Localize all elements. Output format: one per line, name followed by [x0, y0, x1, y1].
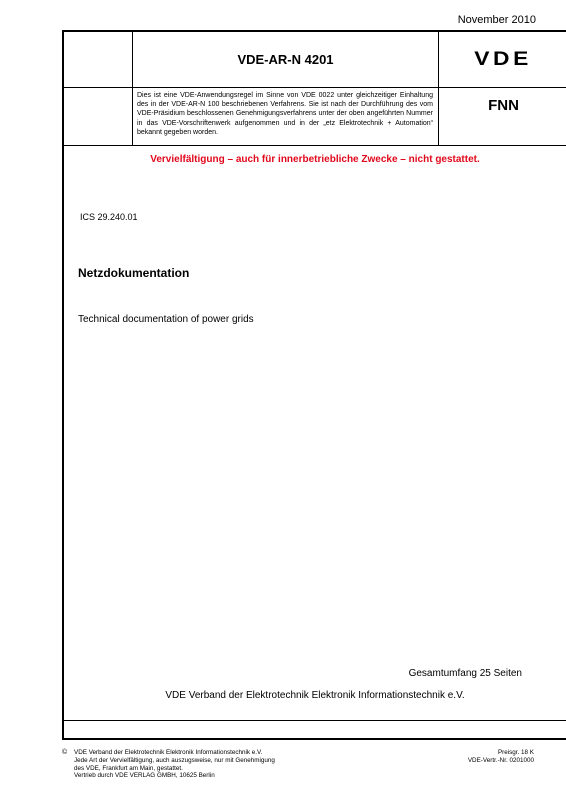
footer-line: Vertrieb durch VDE VERLAG GMBH, 10625 Berlin [74, 772, 215, 780]
footer-line: Jede Art der Vervielfältigung, auch auszugsweise, nur mit Genehmigung [74, 756, 275, 764]
frame-divider [64, 720, 566, 721]
page-count: Gesamtumfang 25 Seiten [408, 668, 522, 679]
footer-line: VDE Verband der Elektrotechnik Elektronik Informationstechnik e.V. [74, 749, 263, 756]
distribution-number: VDE-Vertr.-Nr. 0201000 [467, 756, 534, 764]
vde-logo-cell [439, 32, 566, 87]
footer-pricing [468, 749, 534, 765]
title-german: Netzdokumentation [78, 266, 190, 280]
title-english: Technical documentation of power grids [78, 314, 254, 325]
reproduction-notice: Vervielfältigung – auch für innerbetriebliche Zwecke – nicht gestattet. [150, 154, 480, 165]
application-rule-description: Dies ist eine VDE-Anwendungsregel im Sinne von VDE 0022 unter gleichzeitiger Einhaltung des in der VDE-AR-N 100 beschriebenen Verfahrens. Sie ist nach der Durchführung des vom VDE-Präsidium beschlossenen Genehmigungsverfahrens unter der oben angeführten Nummer in das VDE-Vorschriftenwerk aufgenommen und in der „etz Elektrotechnik + Automation“ bekannt gegeben worden. [137, 92, 433, 136]
document-number: VDE-AR-N 4201 [237, 52, 334, 67]
ics-code: ICS 29.240.01 [80, 212, 138, 222]
price-group: Preisgr. 18 K [497, 749, 534, 756]
title-page-frame [62, 30, 566, 740]
fnn-label: FNN [488, 96, 519, 114]
vde-logo: VDE [474, 48, 533, 70]
copyright-icon: © [62, 749, 68, 756]
footer-copyright-text [74, 749, 275, 780]
publisher-line: VDE Verband der Elektrotechnik Elektronik Informationstechnik e.V. [165, 690, 465, 701]
publication-date: November 2010 [457, 14, 536, 26]
footer-line: des VDE, Frankfurt am Main, gestattet. [74, 764, 183, 772]
